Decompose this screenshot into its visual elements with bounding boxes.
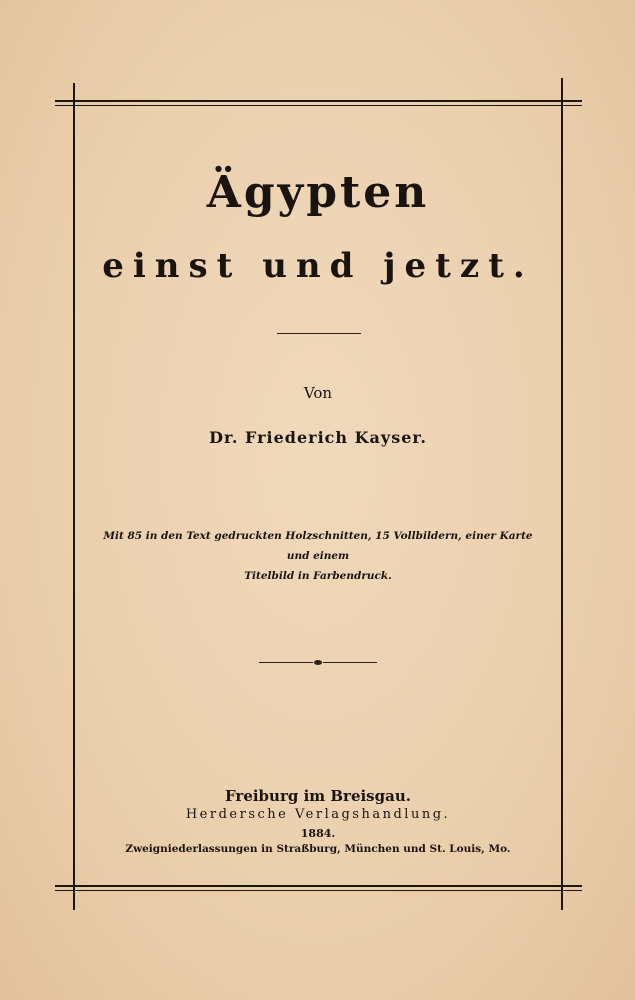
- book-title: Ägypten: [206, 167, 430, 218]
- publisher-name: Herdersche Verlagshandlung.: [185, 807, 451, 822]
- ornament-divider: [259, 660, 377, 666]
- ornament-right-line: [323, 662, 377, 663]
- frame-bottom-thin-rule: [55, 890, 582, 891]
- illustrations-note: [95, 526, 541, 586]
- title-divider: [277, 333, 361, 334]
- publisher-branches: Zweigniederlassungen in Straßburg, München und St. Louis, Mo.: [125, 843, 511, 855]
- frame-top-thick-rule: [55, 100, 582, 102]
- by-label: Von: [303, 384, 333, 402]
- ornament-center-icon: [314, 660, 322, 665]
- book-subtitle: einst und jetzt.: [102, 246, 534, 286]
- frame-right-rule: [561, 78, 563, 910]
- illustrations-note-line-1: Mit 85 in den Text gedruckten Holzschnitten, 15 Vollbildern, einer Karte und einem: [103, 530, 533, 562]
- frame-bottom-thick-rule: [55, 885, 582, 887]
- illustrations-note-line-2: Titelbild in Farbendruck.: [244, 570, 392, 582]
- publication-year: 1884.: [300, 827, 336, 840]
- publication-place: Freiburg im Breisgau.: [225, 787, 411, 805]
- frame-top-thin-rule: [55, 105, 582, 106]
- ornament-left-line: [259, 662, 313, 663]
- author-name: Dr. Friederich Kayser.: [209, 428, 427, 447]
